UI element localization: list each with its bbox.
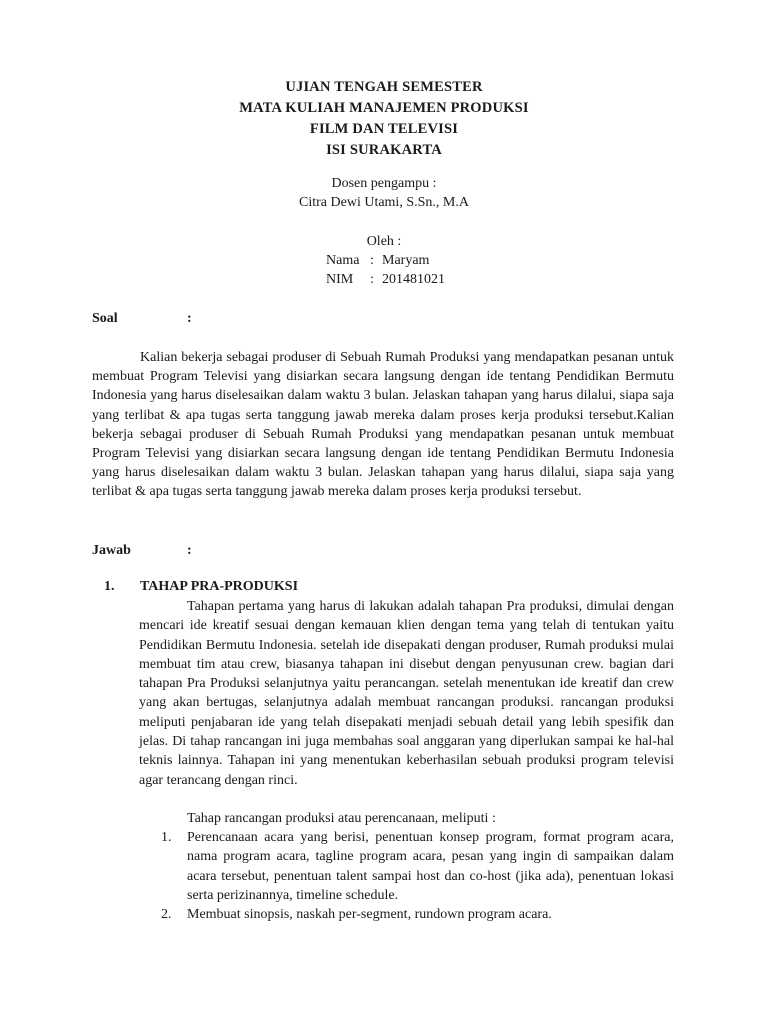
name-value: Maryam [382, 253, 430, 268]
author-nim-row [326, 270, 445, 289]
jawab-label: Jawab [92, 543, 131, 558]
lecturer-name: Citra Dewi Utami, S.Sn., M.A [299, 195, 469, 210]
nim-colon: : [370, 272, 374, 287]
nim-value: 201481021 [382, 272, 445, 287]
section-1-body: Tahapan pertama yang harus di lakukan adalah tahapan Pra produksi, dimulai dengan mencari ide kreatif sesuai dengan kemauan klien dengan tema yang telah di tentukan yaitu Pendidikan Bermutu Indonesia. setelah ide disepakati dengan produser, Rumah produksi mulai membuat tim atau crew, biasanya tahapan ini disebut dengan penyusunan crew. bagian dari tahapan Pra Produksi selanjutnya yaitu perancangan. setelah menentukan ide kreatif dan crew yang akan bertugas, selanjutnya adalah membuat rancangan produksi. rancangan produksi meliputi penjabaran ide yang telah disepakati menjadi sebuah detail yang lebih spesifik dan jelas. Di tahap rancangan ini juga membahas soal anggaran yang diperlukan sampai ke hal-hal teknis lainnya. Tahapan ini yang menentukan keberhasilan sebuah produksi program televisi agar terancang dengan rinci. [139, 599, 674, 788]
header-line-course: MATA KULIAH MANAJEMEN PRODUKSI [239, 100, 529, 116]
list-item-text: Perencanaan acara yang berisi, penentuan konsep program, format program acara, nama program acara, tagline program acara, pesan yang ingin di sampaikan dalam acara tersebut, penentuan talent sampai host dan co-host (jika ada), penentuan lokasi serta perizinannya, timeline schedule. [187, 830, 674, 903]
author-label-text: Oleh : [366, 234, 402, 249]
author-label [0, 232, 768, 251]
soal-label: Soal [92, 311, 118, 326]
list-item-number: 1. [161, 830, 172, 845]
lecturer-block [0, 174, 768, 212]
author-identity [326, 251, 445, 289]
author-name-row [326, 251, 445, 270]
header-line-exam: UJIAN TENGAH SEMESTER [285, 79, 483, 95]
lecturer-label: Dosen pengampu : [331, 176, 437, 191]
document-header [0, 77, 768, 161]
soal-text: Kalian bekerja sebagai produser di Sebuah Rumah Produksi yang mendapatkan pesanan untuk membuat Program Televisi yang disiarkan secara langsung dengan ide tentang Pendidikan Bermutu Indonesia yang harus diselesaikan dalam waktu 3 bulan. Jelaskan tahapan yang harus dilalui, siapa saja yang terlibat & apa tugas serta tanggung jawab mereka dalam proses kerja produksi tersebut.Kalian bekerja sebagai produser di Sebuah Rumah Produksi yang mendapatkan pesanan untuk membuat Program Televisi yang disiarkan secara langsung dengan ide tentang Pendidikan Bermutu Indonesia yang harus diselesaikan dalam waktu 3 bulan. Jelaskan tahapan yang harus dilalui, siapa saja yang terlibat & apa tugas serta tanggung jawab mereka dalam proses kerja produksi tersebut. [92, 350, 674, 500]
name-key: Nama [326, 253, 360, 268]
section-1-sub-intro: Tahap rancangan produksi atau perencanaan, meliputi : [187, 811, 496, 826]
list-item-number: 2. [161, 907, 172, 923]
section-1-number: 1. [104, 579, 115, 594]
section-1-title: TAHAP PRA-PRODUKSI [140, 579, 299, 594]
nim-key: NIM [326, 272, 354, 287]
list-item [139, 905, 674, 924]
header-line-program: FILM DAN TELEVISI [309, 121, 459, 137]
jawab-colon: : [187, 543, 192, 558]
list-item-text: Membuat sinopsis, naskah per-segment, rundown program acara. [187, 907, 552, 923]
section-1-list [139, 828, 674, 924]
list-item [139, 828, 674, 905]
name-colon: : [370, 253, 374, 268]
soal-colon: : [187, 311, 192, 326]
section-1-heading [104, 577, 298, 596]
header-line-institution: ISI SURAKARTA [326, 142, 442, 158]
